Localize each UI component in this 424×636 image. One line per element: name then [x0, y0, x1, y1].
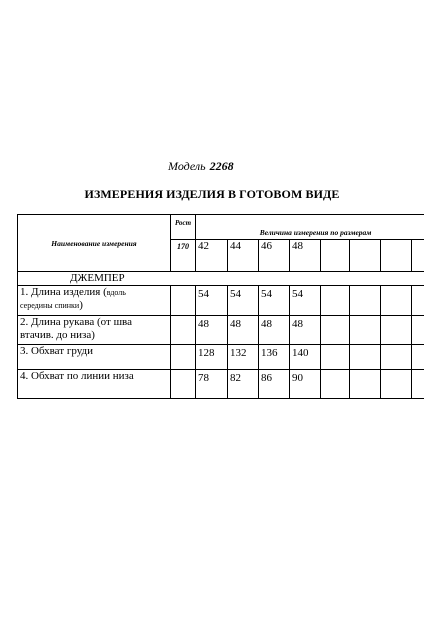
- value-cell: 78: [196, 370, 228, 399]
- row-name: 1. Длина изделия (вдоль середины спинки): [18, 286, 171, 316]
- table-row: [18, 345, 424, 370]
- page-title: ИЗМЕРЕНИЯ ИЗДЕЛИЯ В ГОТОВОМ ВИДЕ: [84, 187, 340, 201]
- model-label: Модель: [168, 159, 206, 173]
- header-row-top: [18, 215, 424, 240]
- table-row: [18, 286, 424, 316]
- size-cell: 42: [196, 240, 228, 272]
- value-cell: 86: [259, 370, 290, 399]
- header-name: Наименование измерения: [18, 215, 171, 272]
- value-cell: 136: [259, 345, 290, 370]
- section-title: ДЖЕМПЕР: [18, 272, 424, 286]
- value-cell: 54: [290, 286, 321, 316]
- value-cell: 48: [196, 316, 228, 345]
- header-sizes: Величина измерения по размерам: [196, 215, 424, 240]
- value-cell: 48: [290, 316, 321, 345]
- table-row: [18, 370, 424, 399]
- value-cell: 132: [228, 345, 259, 370]
- value-cell: 90: [290, 370, 321, 399]
- measurements-table: [17, 214, 424, 399]
- model-number: 2268: [209, 159, 234, 173]
- size-cell: 44: [228, 240, 259, 272]
- size-cell: 46: [259, 240, 290, 272]
- row-name: 4. Обхват по линии низа: [18, 370, 171, 399]
- row-name: 3. Обхват груди: [18, 345, 171, 370]
- value-cell: 48: [259, 316, 290, 345]
- value-cell: 128: [196, 345, 228, 370]
- value-cell: 54: [228, 286, 259, 316]
- size-cell: 48: [290, 240, 321, 272]
- value-cell: 82: [228, 370, 259, 399]
- value-cell: 54: [196, 286, 228, 316]
- table-row: [18, 316, 424, 345]
- value-cell: 140: [290, 345, 321, 370]
- height-value: 170: [171, 240, 196, 272]
- section-row: [18, 272, 424, 286]
- header-height: Рост: [171, 215, 196, 240]
- row-name: 2. Длина рукава (от шва втачив. до низа): [18, 316, 171, 345]
- value-cell: 54: [259, 286, 290, 316]
- value-cell: 48: [228, 316, 259, 345]
- model-caption: [168, 159, 234, 174]
